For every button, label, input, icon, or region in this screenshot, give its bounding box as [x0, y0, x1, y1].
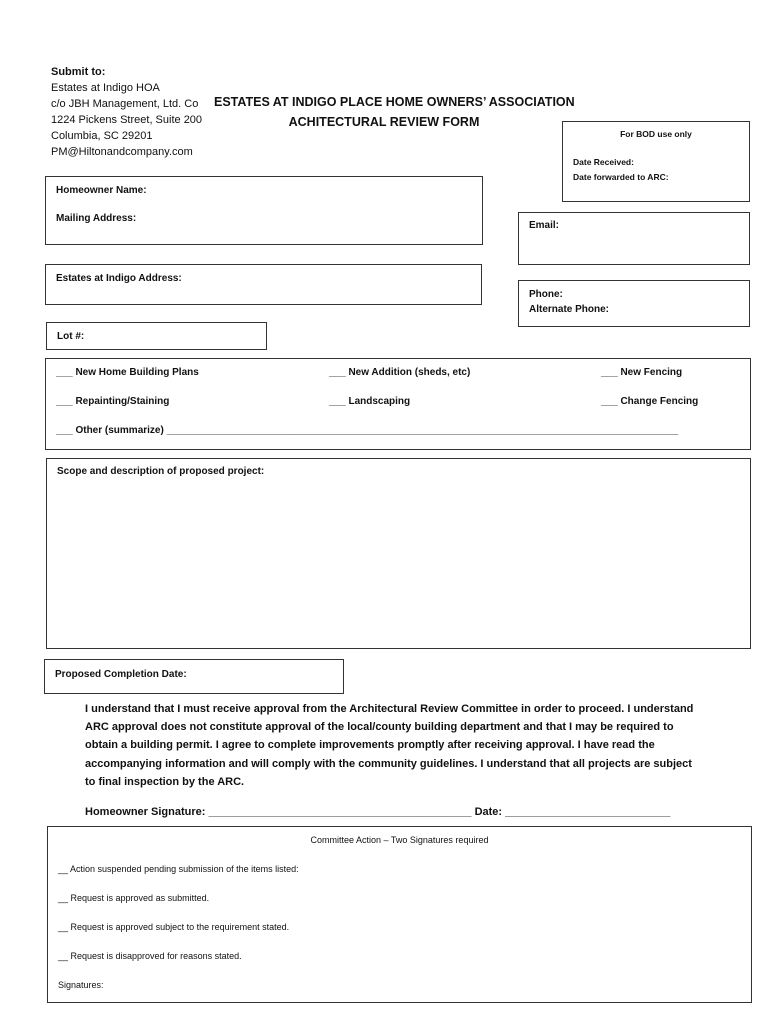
form-subtitle: ACHITECTURAL REVIEW FORM [288, 115, 480, 129]
bod-heading: For BOD use only [620, 129, 692, 139]
option-new-home[interactable]: ___ New Home Building Plans [56, 367, 199, 378]
phone-field[interactable] [518, 280, 750, 327]
project-type-box [45, 358, 751, 450]
submit-to-line: Estates at Indigo HOA [51, 82, 160, 94]
option-landscaping[interactable]: ___ Landscaping [329, 396, 411, 407]
phone-label: Phone: [529, 289, 563, 300]
email-label: Email: [529, 220, 560, 231]
submit-to-line: c/o JBH Management, Ltd. Co [51, 98, 199, 110]
agreement-text [85, 700, 715, 791]
property-address-field[interactable] [45, 264, 482, 305]
scope-description-field[interactable] [46, 458, 751, 649]
committee-action-box [47, 826, 752, 1003]
submit-to-email: PM@Hiltonandcompany.com [51, 146, 193, 158]
option-repainting[interactable]: ___ Repainting/Staining [56, 396, 170, 407]
form-title: ESTATES AT INDIGO PLACE HOME OWNERS’ ASSOCIATION [214, 95, 575, 109]
completion-date-field[interactable] [44, 659, 344, 694]
agreement-line: ARC approval does not constitute approval of the local/county building department and that I may be required to [85, 721, 674, 734]
option-new-addition[interactable]: ___ New Addition (sheds, etc) [329, 367, 471, 378]
committee-option[interactable]: __ Request is approved subject to the requirement stated. [58, 922, 290, 932]
agreement-line: to final inspection by the ARC. [85, 775, 245, 788]
property-address-label: Estates at Indigo Address: [56, 273, 182, 284]
committee-option[interactable]: __ Request is disapproved for reasons stated. [58, 951, 242, 961]
signatures-label: Signatures: [58, 980, 104, 990]
option-new-fencing[interactable]: ___ New Fencing [601, 367, 683, 378]
agreement-line: I understand that I must receive approval from the Architectural Review Committee in order to proceed. I understand [85, 703, 694, 715]
scope-label: Scope and description of proposed project: [57, 466, 265, 477]
option-other[interactable]: ___ Other (summarize) ____________________________________________________________________________________________ [56, 425, 679, 436]
alternate-phone-label: Alternate Phone: [529, 304, 610, 315]
submit-to-line: Columbia, SC 29201 [51, 130, 153, 142]
email-field[interactable] [518, 212, 750, 265]
agreement-line: accompanying information and will comply with the community guidelines. I understand that all projects are subject [85, 757, 692, 770]
submit-to-line: 1224 Pickens Street, Suite 200 [51, 114, 203, 126]
lot-number-label: Lot #: [57, 331, 85, 342]
lot-number-field[interactable] [46, 322, 267, 350]
homeowner-name-label: Homeowner Name: [56, 185, 147, 196]
homeowner-info-box[interactable] [45, 176, 483, 245]
homeowner-signature-line[interactable]: Homeowner Signature: ___________________________________________ Date: ___________________________ [85, 806, 671, 818]
committee-option[interactable]: __ Action suspended pending submission of the items listed: [58, 864, 299, 874]
submit-to-label: Submit to: [51, 66, 106, 78]
date-received-label: Date Received: [573, 157, 634, 167]
option-change-fencing[interactable]: ___ Change Fencing [601, 396, 699, 407]
bod-use-box [562, 121, 750, 202]
date-forwarded-label: Date forwarded to ARC: [573, 172, 669, 182]
committee-heading: Committee Action – Two Signatures required [310, 835, 489, 845]
committee-option[interactable]: __ Request is approved as submitted. [58, 893, 210, 903]
mailing-address-label: Mailing Address: [56, 213, 137, 224]
agreement-line: obtain a building permit. I agree to complete improvements promptly after receiving approval. I have read the [85, 739, 655, 752]
completion-date-label: Proposed Completion Date: [55, 669, 187, 680]
